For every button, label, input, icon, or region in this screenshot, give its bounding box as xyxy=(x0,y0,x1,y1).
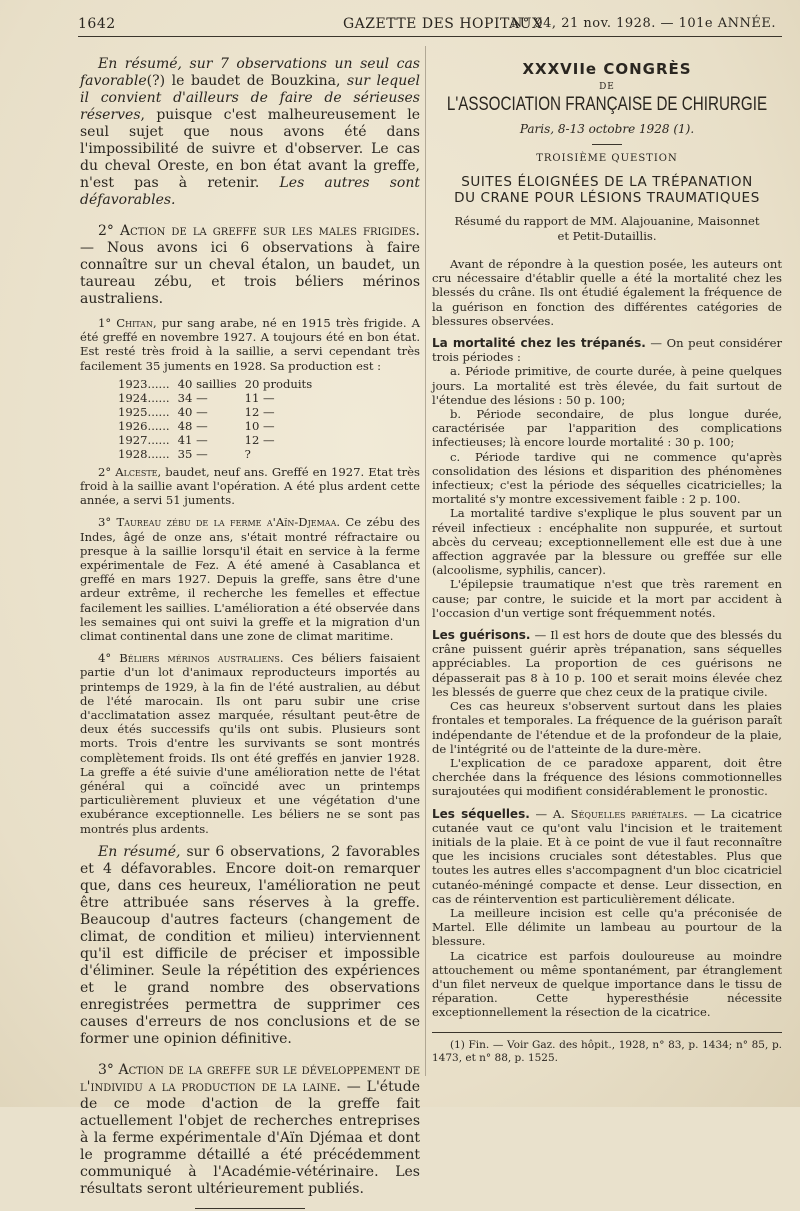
production-row xyxy=(118,447,320,461)
section-3-title: 3° Action de la greffe sur le développement de l'individu a la production de la laine. xyxy=(80,1061,420,1095)
summary-paragraph-2: En résumé, sur 6 observations, 2 favorables et 4 défavorables. Encore doit-on remarquer que, dans ces heureux, l'amélioration ne peut être attribuée sans réserves à la greffe. Beaucoup d'autres facteurs (changement de climat, de condition et milieu) interviennent qu'il est difficile de préciser et impossible d'éliminer. Seule la répétition des expériences et le grand nombre des observations enregistrées permettra de supprimer ces causes d'erreurs de nos conclusions et de se former une opinion définitive. xyxy=(80,843,420,1047)
beliers-paragraph: 4° Béliers mérinos australiens. Ces béliers faisaient partie d'un lot d'animaux reproducteurs importés au printemps de 1929, à la fin de l'été australien, au début de l'été marocain. Ils ont paru subir une crise d'acclimatation assez marquée, résultant peut-être de deux étés successifs qu'ils ont subis. Plusieurs sont morts. Trois d'entre les survivants se sont montrés complètement froids. Ils ont été greffés en janvier 1928. La greffe a été suivie d'une amélioration nette de l'état général qui a coïncidé avec un printemps particulièrement pluvieux et une végétation d'une exubérance exceptionnelle. Les béliers ne se sont pas montrés plus ardents. xyxy=(80,651,420,836)
congress-de: DE xyxy=(599,82,615,92)
footnote-rule xyxy=(432,1032,782,1033)
period-a: a. Période primitive, de courte durée, à peine quelques jours. La mortalité est très élevée, du fait surtout de l'étendue des lésions : 50 p. 100; xyxy=(432,364,782,407)
production-produits: 11 — xyxy=(244,390,275,405)
sequelae-paragraph: Les séquelles. — A. Séquelles pariétales. — La cicatrice cutanée vaut ce qu'ont valu l'incision et le traitement initials de la plaie. Et à ce point de vue il faut reconnaître que les incisions cruciales sont détestables. Plus que toutes les autres elles s'accompagnent d'un bloc cicatriciel cutanéo-méningé compacte et dense. Leur dissection, en cas de réintervention est particulièrement délicate. xyxy=(432,806,782,906)
production-saillies: 35 — xyxy=(177,446,208,461)
late-mortality-paragraph: La mortalité tardive s'explique le plus souvent par un réveil infectieux : encéphalite non suppurée, et surtout abcès du cerveau; exceptionnellement elle est due à une affection aggravée par la blessure ou greffée sur elle (alcoolisme, syphilis, cancer). xyxy=(432,506,782,578)
section-3-paragraph: 3° Action de la greffe sur le développement de l'individu a la production de la laine. — L'étude de ce mode d'action de la greffe fait actuellement l'objet de recherches entreprises à la ferme expérimentale d'Aïn Djémaa et dont le programme détaillé a été précédemment communiqué à l'Académie-vétérinaire. Les résultats seront ultérieurement publiés. xyxy=(80,1061,420,1197)
production-row xyxy=(118,391,320,405)
production-year: 1925...... xyxy=(118,404,170,419)
production-saillies: 48 — xyxy=(177,418,208,433)
period-c: c. Période tardive qui ne commence qu'après consolidation des lésions et disparition des phénomènes infectieux; c'est la période des séquelles cicatricielles; la mortalité s'y montre excessivement faible : 2 p. 100. xyxy=(432,449,782,507)
mortality-paragraph: La mortalité chez les trépanés. — On peut considérer trois périodes : xyxy=(432,336,783,365)
production-produits: 12 — xyxy=(244,432,275,447)
alceste-paragraph: 2° Alceste, baudet, neuf ans. Greffé en 1927. Etat très froid à la saillie avant l'opération. A été plus ardent cette année, a servi 51 juments. xyxy=(80,464,420,508)
article-subject: SUITES ÉLOIGNÉES DE LA TRÉPANATION DU CRANE POUR LÉSIONS TRAUMATIQUES xyxy=(454,174,760,206)
production-saillies: 40 — xyxy=(177,404,208,419)
chitan-paragraph: 1° Chitan, pur sang arabe, né en 1915 très frigide. A été greffé en novembre 1927. A toujours été en bon état. Est resté très froid à la saillie, a servi cependant très facilement 35 juments en 1928. Sa production est : xyxy=(80,316,420,373)
footnote: (1) Fin. — Voir Gaz. des hôpit., 1928, n° 83, p. 1434; n° 85, p. 1473, et n° 88, p. 1525. xyxy=(432,1038,782,1064)
epilepsy-paragraph: L'épilepsie traumatique n'est que très rarement en cause; par contre, le suicide et la mort par accident à l'occasion d'un vertige sont fréquemment notés. xyxy=(432,577,782,620)
period-b: b. Période secondaire, de plus longue durée, caractérisée par l'apparition des complications infectieuses; là encore lourde mortalité : 30 p. 100; xyxy=(432,407,782,450)
journal-title: GAZETTE DES HOPITAUX xyxy=(343,16,543,32)
page-number: 1642 xyxy=(78,16,116,32)
congress-title: XXXVIIe CONGRÈS xyxy=(522,60,692,78)
taureau-paragraph: 3° Taureau zébu de la ferme a'Aïn-Djemaa. Ce zébu des Indes, âgé de onze ans, s'était montré réfractaire ou presque à la saillie lorsqu'il était en service à la ferme expérimentale de Fez. A été amené à Casablanca et greffé en mars 1927. Depuis la greffe, sans être d'une ardeur extrême, il recherche les femelles et effectue facilement les saillies. L'amélioration a été observée dans les semaines qui ont suivi la greffe et la migration d'un climat continental dans une zone de climat maritime. xyxy=(80,515,420,644)
production-year: 1923...... xyxy=(118,376,170,391)
summary-paragraph-1: En résumé, sur 7 observations un seul cas favorable(?) le baudet de Bouzkina, sur lequel il convient d'ailleurs de faire de sérieuses réserves, puisque c'est malheureusement le seul sujet que nous avons été dans l'impossibilité de suivre et d'observer. Le cas du cheval Oreste, en bon état avant la greffe, n'est pas à retenir. Les autres sont défavorables. xyxy=(80,56,421,208)
production-table xyxy=(118,377,320,461)
end-ornament xyxy=(195,1208,305,1211)
production-produits: 10 — xyxy=(244,418,275,433)
production-produits: ? xyxy=(244,446,251,461)
column-divider xyxy=(425,46,426,1076)
left-column xyxy=(80,56,420,1211)
mortality-heading: La mortalité chez les trépanés. xyxy=(432,336,646,351)
paradox-paragraph: L'explication de ce paradoxe apparent, doit être cherchée dans la fréquence des lésions commotionnelles surajoutées qui modifient considérablement le pronostic. xyxy=(432,755,782,799)
martel-paragraph: La meilleure incision est celle qu'a préconisée de Martel. Elle délimite un lambeau au pourtour de la blessure. xyxy=(432,905,782,949)
congress-place: Paris, 8-13 octobre 1928 (1). xyxy=(519,122,695,136)
healing-paragraph: Les guérisons. — Il est hors de doute que des blessés du crâne puissent guérir après trépanation, sans séquelles appréciables. La proportion de ces guérisons ne dépasserait pas 8 à 10 p. 100 et serait moins élevée chez les blessés de guerre que chez ceux de la pratique civile. xyxy=(432,628,783,699)
production-year: 1927...... xyxy=(118,432,170,447)
production-row xyxy=(118,419,320,433)
production-saillies: 41 — xyxy=(177,432,208,447)
happy-cases-paragraph: Ces cas heureux s'observent surtout dans les plaies frontales et temporales. La fréquence de la guérison paraît indépendante de l'étendue et de la profondeur de la plaie, de l'intégrité ou de l'atteinte de la dure-mère. xyxy=(432,699,782,756)
production-row xyxy=(118,405,320,419)
title-divider xyxy=(592,144,622,145)
production-row xyxy=(118,377,320,391)
production-saillies: 40 saillies xyxy=(177,376,237,391)
report-authors: Résumé du rapport de MM. Alajouanine, Maisonnet et Petit-Dutaillis. xyxy=(454,214,760,243)
production-year: 1924...... xyxy=(118,390,170,405)
issue-info: N° 94, 21 nov. 1928. — 101e ANNÉE. xyxy=(510,16,776,31)
section-2-title: 2° Action de la greffe sur les males frigides. xyxy=(98,223,420,239)
question-label: TROISIÈME QUESTION xyxy=(536,153,678,164)
production-produits: 20 produits xyxy=(244,376,313,391)
sequelae-heading: Les séquelles. xyxy=(432,806,530,821)
healing-heading: Les guérisons. xyxy=(432,628,531,643)
page-header xyxy=(78,14,782,37)
section-2-paragraph: 2° Action de la greffe sur les males frigides. — Nous avons ici 6 observations à faire connaître sur un cheval étalon, un baudet, un taureau zébu, et trois béliers mérinos australiens. xyxy=(80,223,420,307)
association-title: L'ASSOCIATION FRANÇAISE DE CHIRURGIE xyxy=(446,94,768,115)
production-saillies: 34 — xyxy=(177,390,208,405)
scar-paragraph: La cicatrice est parfois douloureuse au moindre attouchement ou même spontanément, par étranglement d'un filet nerveux de quelque importance dans le tissu de réparation. Cette hyperesthésie nécessite exceptionnellement la résection de la cicatrice. xyxy=(432,948,782,1020)
production-row xyxy=(118,433,320,447)
right-column xyxy=(432,60,782,1065)
intro-paragraph: Avant de répondre à la question posée, les auteurs ont cru nécessaire d'établir quelle a été la mortalité chez les blessés du crâne. Ils ont étudié également la fréquence de la guérison en fonction des différentes catégories de blessures observées. xyxy=(432,257,782,328)
production-produits: 12 — xyxy=(244,404,275,419)
production-year: 1928...... xyxy=(118,446,170,461)
production-year: 1926...... xyxy=(118,418,170,433)
